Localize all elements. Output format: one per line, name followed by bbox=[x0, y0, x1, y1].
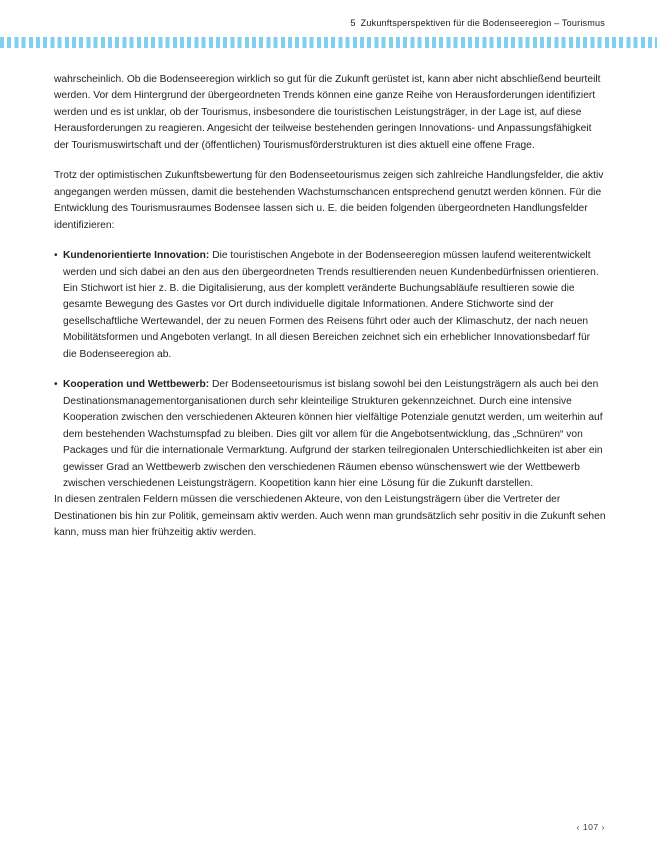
list-item-lead-in: Kooperation und Wettbewerb: bbox=[63, 379, 210, 391]
list-item-text: Die touristischen Angebote in der Bodenseeregion müssen laufend weiterentwickelt werden und sich dabei an den aus den übergeordneten Trends resultierenden neuen Kundenbedürfnissen orientieren. Ein Stichwort ist hier z. B. die Digitalisierung, aus der komplett veränderte Buchungsabläufe resultieren sowie die gesamte Bewegung des Gastes vor Ort durch individuelle digitale Informationen. Andere Stichworte sind der gesellschaftliche Wertewandel, der zu neuen Formen des Reisens führt oder auch der Klimaschutz, der nach neuen Mobilitätsformen und Angeboten verlangt. In all diesen Bereichen zeichnet sich ein erheblicher Innovationsbedarf für die Bodenseeregion ab. bbox=[63, 250, 599, 360]
bullet-marker-icon: • bbox=[54, 250, 58, 262]
decorative-dashed-rule bbox=[0, 37, 657, 48]
paragraph-handlungsfelder-lead: Trotz der optimistischen Zukunftsbewertung für den Bodenseetourismus zeigen sich zahlreiche Handlungsfelder, die aktiv angegangen werden müssen, damit die bestehenden Wachstumschancen entsprechend genutzt werden können. Für die Entwicklung des Tourismusraumes Bodensee lassen sich u. E. die beiden folgenden übergeordneten Handlungsfelder identifizieren: bbox=[54, 170, 604, 231]
page-folio: ‹ 107 › bbox=[576, 822, 605, 832]
running-head-title: Zukunftsperspektiven für die Bodenseeregion – Tourismus bbox=[360, 18, 605, 28]
paragraph-intro-continued: wahrscheinlich. Ob die Bodenseeregion wirklich so gut für die Zukunft gerüstet ist, kann aber nicht abschließend beurteilt werden. Vor dem Hintergrund der übergeordneten Trends können eine ganze Reihe von Herausforderungen identifiziert werden und es ist unklar, ob der Tourismus, insbesondere die touristischen Leistungsträger, in der Lage ist, auf diese Herausforderungen zu reagieren. Angesicht der teilweise bestehenden geringen Innovations- und Anpassungsfähigkeit der Tourismuswirtschaft und der (öffentlichen) Tourismusförderstrukturen ist dies aktuell eine offene Frage. bbox=[54, 74, 601, 151]
list-item bbox=[54, 377, 606, 492]
paragraph-conclusion: In diesen zentralen Feldern müssen die verschiedenen Akteure, von den Leistungsträgern über die Vertreter der Destinationen bis hin zur Politik, gemeinsam aktiv werden. Auch wenn man grundsätzlich sehr positiv in die Zukunft sehen kann, muss man hier frühzeitig aktiv werden. bbox=[54, 494, 606, 539]
list-item bbox=[54, 248, 606, 363]
list-item-text: Der Bodenseetourismus ist bislang sowohl bei den Leistungsträgern als auch bei den Destinationsmanagementorganisationen durch sehr kleinteilige Strukturen gekennzeichnet. Durch eine intensive Kooperation zwischen den verschiedenen Akteuren können hier vielfältige Potenziale genutzt werden, um weiterhin auf dem bestehenden Wachstumspfad zu bleiben. Dies gilt vor allem für die Angebotsentwicklung, das „Schnüren“ von Packages und für die internationale Vermarktung. Aufgrund der starken teilregionalen Unterschiedlichkeiten ist aber ein gewisser Grad an Wettbewerb zwischen den verschiedenen Räumen ebenso wünschenswert wie der Wettbewerb zwischen verschiedenen Leistungsträgern. Koopetition kann hier eine Lösung für die Zukunft darstellen. bbox=[63, 379, 603, 489]
chapter-number: 5 bbox=[350, 18, 356, 28]
handlungsfelder-list bbox=[54, 248, 606, 492]
bullet-marker-icon: • bbox=[54, 379, 58, 391]
list-item-lead-in: Kundenorientierte Innovation: bbox=[63, 250, 210, 262]
running-head bbox=[52, 18, 605, 28]
page-body bbox=[54, 72, 606, 542]
